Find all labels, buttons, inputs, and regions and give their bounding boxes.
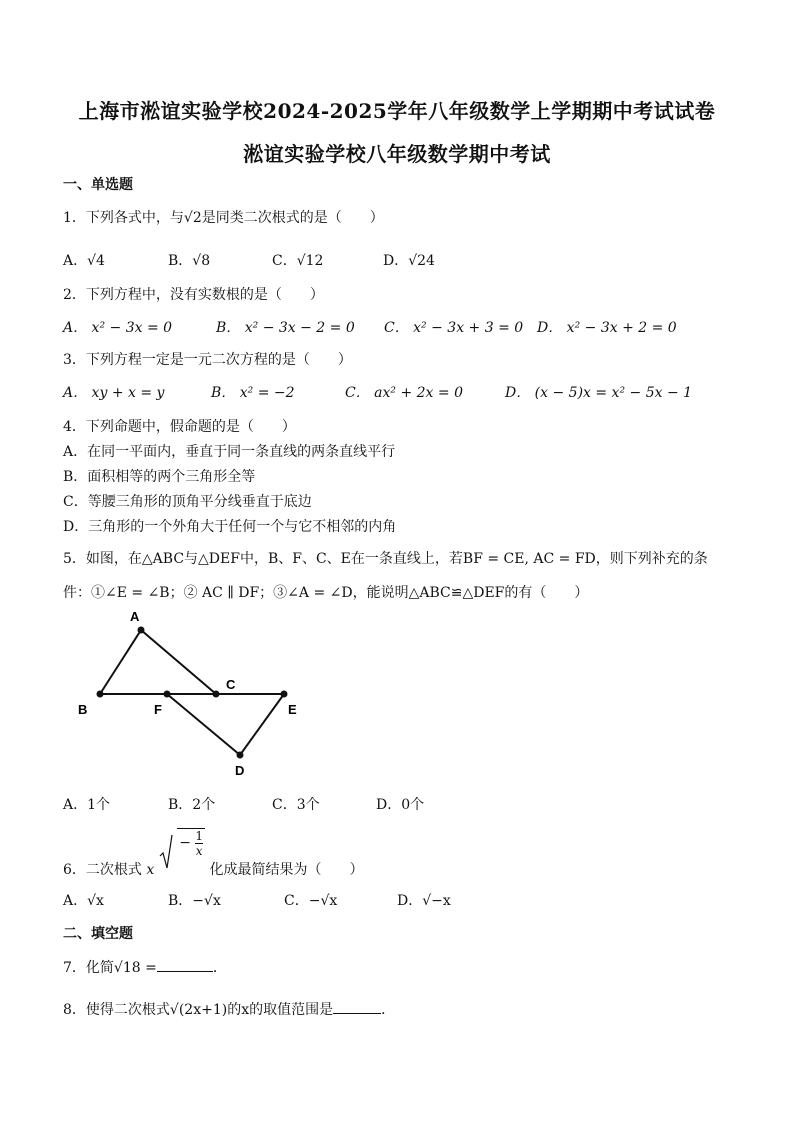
question-4-option-b: B．面积相等的两个三角形全等 xyxy=(63,469,256,485)
question-8-end: ． xyxy=(381,1002,396,1018)
question-6-suffix: 化成最简结果为（ ） xyxy=(209,862,364,878)
label-a: A xyxy=(130,609,140,624)
point-f xyxy=(164,691,171,698)
point-c xyxy=(213,691,220,698)
question-3-option-a: A． xy + x = y xyxy=(63,385,165,401)
question-6-option-a: A．√x xyxy=(63,893,104,909)
section-heading-single-choice: 一、单选题 xyxy=(63,177,133,193)
point-b xyxy=(97,691,104,698)
question-3-stem: 3．下列方程一定是一元二次方程的是（ ） xyxy=(63,352,352,368)
question-2-option-b: B． x² − 3x − 2 = 0 xyxy=(216,320,355,336)
point-a xyxy=(138,627,145,634)
question-6-option-b: B．−√x xyxy=(168,893,221,909)
question-6-denominator: x xyxy=(195,844,203,858)
question-3-option-d: D． (x − 5)x = x² − 5x − 1 xyxy=(505,385,693,401)
label-b: B xyxy=(78,702,88,717)
answer-blank-8[interactable] xyxy=(333,1001,381,1014)
question-3-option-b: B． x² = −2 xyxy=(211,385,295,401)
label-c: C xyxy=(226,677,236,692)
question-4-option-d: D．三角形的一个外角大于任何一个与它不相邻的内角 xyxy=(63,519,397,535)
radical-sign xyxy=(159,834,173,874)
question-1-option-a: A．√4 xyxy=(63,253,105,269)
question-6-fraction: − $\frac{1}{x}$ xyxy=(179,829,204,858)
question-5-option-c: C．3个 xyxy=(272,797,320,813)
section-heading-fill-in: 二、填空题 xyxy=(63,926,133,942)
point-e xyxy=(281,691,288,698)
segment-ab xyxy=(100,630,141,694)
triangle-figure xyxy=(70,605,330,785)
question-4-option-c: C．等腰三角形的顶角平分线垂直于底边 xyxy=(63,494,312,510)
question-7-text: 7．化简√18 = xyxy=(63,960,157,976)
question-8-text: 8．使得二次根式√(2x+1)的x的取值范围是 xyxy=(63,1002,334,1018)
segment-ed xyxy=(240,694,284,755)
question-2-option-d: D． x² − 3x + 2 = 0 xyxy=(537,320,677,336)
question-6-option-d: D．√−x xyxy=(397,893,451,909)
question-5-option-a: A．1个 xyxy=(63,797,111,813)
label-d: D xyxy=(235,763,245,778)
question-6-prefix: 6．二次根式 xyxy=(63,862,142,878)
question-1-option-c: C．√12 xyxy=(272,253,324,269)
question-3-option-c: C． ax² + 2x = 0 xyxy=(345,385,463,401)
label-f: F xyxy=(154,702,162,717)
question-6-numerator: 1 xyxy=(195,829,204,843)
segment-ac xyxy=(141,630,216,694)
question-5-option-d: D．0个 xyxy=(376,797,425,813)
question-6-stem xyxy=(63,829,364,878)
label-e: E xyxy=(288,702,297,717)
question-4-stem: 4．下列命题中，假命题的是（ ） xyxy=(63,419,296,435)
segment-fd xyxy=(167,694,240,755)
answer-blank-7[interactable] xyxy=(157,959,213,972)
question-2-option-c: C． x² − 3x + 3 = 0 xyxy=(384,320,524,336)
point-d xyxy=(237,752,244,759)
page-title: 上海市淞谊实验学校2024-2025学年八年级数学上学期期中考试试卷 xyxy=(78,99,716,123)
question-6-option-c: C．−√x xyxy=(284,893,338,909)
question-2-stem: 2．下列方程中，没有实数根的是（ ） xyxy=(63,287,324,303)
page-subtitle: 淞谊实验学校八年级数学期中考试 xyxy=(243,142,551,166)
question-7 xyxy=(63,957,227,977)
question-6-x: x xyxy=(146,862,155,878)
question-8 xyxy=(63,999,395,1019)
question-4-option-a: A．在同一平面内，垂直于同一条直线的两条直线平行 xyxy=(63,444,396,460)
question-1-stem: 1．下列各式中，与√2是同类二次根式的是（ ） xyxy=(63,210,384,226)
question-7-end: ． xyxy=(212,960,227,976)
question-1-option-b: B．√8 xyxy=(168,253,211,269)
question-5-stem-line-2: 件：①∠E = ∠B；② AC ∥ DF；③∠A = ∠D，能说明△ABC≌△DEF的有（ ） xyxy=(63,585,589,601)
question-5-stem-line-1: 5．如图，在△ABC与△DEF中，B、F、C、E在一条直线上，若BF = CE, AC = FD，则下列补充的条 xyxy=(63,551,708,567)
question-2-option-a: A． x² − 3x = 0 xyxy=(63,320,173,336)
question-1-option-d: D．√24 xyxy=(383,253,435,269)
question-5-option-b: B．2个 xyxy=(168,797,216,813)
